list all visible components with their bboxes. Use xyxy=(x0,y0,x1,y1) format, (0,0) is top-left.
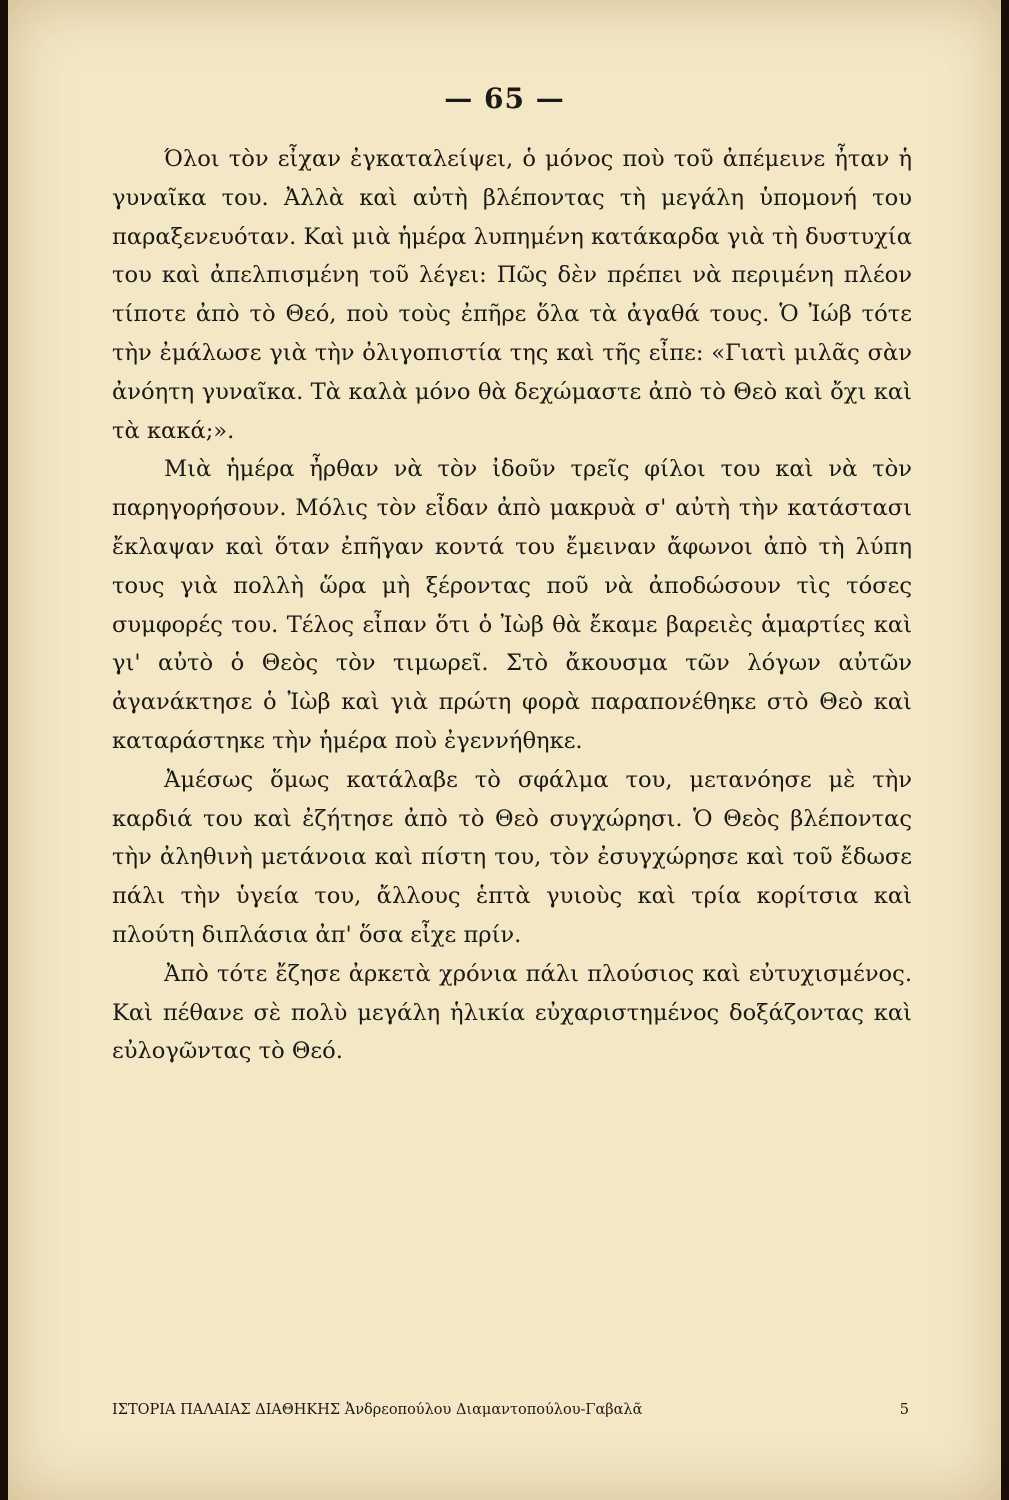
paragraph: Μιὰ ἡμέρα ἦρθαν νὰ τὸν ἰδοῦν τρεῖς φίλοι του καὶ νὰ τὸν παρηγορήσουν. Μόλις τὸν εἶδαν ἀπὸ μακρυὰ σ' αὐτὴ τὴν κατάστασι ἔκλαψαν καὶ ὅταν ἐπῆγαν κοντά του ἔμειναν ἄφωνοι ἀπὸ τὴ λύπη τους γιὰ πολλὴ ὥρα μὴ ξέροντας ποῦ νὰ ἀποδώσουν τὶς τόσες συμφορές του. Τέλος εἶπαν ὅτι ὁ Ἰὼβ θὰ ἔκαμε βαρειὲς ἁμαρτίες καὶ γι' αὐτὸ ὁ Θεὸς τὸν τιμωρεῖ. Στὸ ἄκουσμα τῶν λόγων αὐτῶν ἀγανάκτησε ὁ Ἰὼβ καὶ γιὰ πρώτη φορὰ παραπονέθηκε στὸ Θεὸ καὶ καταράστηκε τὴν ἡμέρα ποὺ ἐγεννήθηκε. xyxy=(112,456,912,754)
book-page xyxy=(8,0,1001,1500)
page-number: — 65 — xyxy=(444,82,565,115)
paragraph: Ἀπὸ τότε ἔζησε ἀρκετὰ χρόνια πάλι πλούσιος καὶ εὐτυχισμένος. Καὶ πέθανε σὲ πολὺ μεγάλη ἡλικία εὐχαριστημένος δοξάζοντας καὶ εὐλογῶντας τὸ Θεό. xyxy=(112,960,912,1065)
footer-signature-number: 5 xyxy=(899,1402,909,1418)
footer-book-title: ΙΣΤΟΡΙΑ ΠΑΛΑΙΑΣ ΔΙΑΘΗΚΗΣ Ἀνδρεοπούλου Διαμαντοπούλου-Γαβαλᾶ xyxy=(112,1402,643,1418)
paragraph: Ἀμέσως ὅμως κατάλαβε τὸ σφάλμα του, μετανόησε μὲ τὴν καρδιά του καὶ ἐζήτησε ἀπὸ τὸ Θεὸ συγχώρησι. Ὁ Θεὸς βλέποντας τὴν ἀληθινὴ μετάνοια καὶ πίστη του, τὸν ἐσυγχώρησε καὶ τοῦ ἔδωσε πάλι τὴν ὑγεία του, ἄλλους ἑπτὰ γυιοὺς καὶ τρία κορίτσια καὶ πλούτη διπλάσια ἀπ' ὅσα εἶχε πρίν. xyxy=(112,766,912,948)
page-body xyxy=(112,140,912,1071)
paragraph: Όλοι τὸν εἶχαν ἐγκαταλείψει, ὁ μόνος ποὺ τοῦ ἀπέμεινε ἦταν ἡ γυναῖκα του. Ἀλλὰ καὶ αὐτὴ βλέποντας τὴ μεγάλη ὑπομονή του παραξενευόταν. Καὶ μιὰ ἡμέρα λυπημένη κατάκαρδα γιὰ τὴ δυστυχία του καὶ ἀπελπισμένη τοῦ λέγει: Πῶς δὲν πρέπει νὰ περιμένη πλέον τίποτε ἀπὸ τὸ Θεό, ποὺ τοὺς ἐπῆρε ὅλα τὰ ἀγαθά τους. Ὁ Ἰώβ τότε τὴν ἐμάλωσε γιὰ τὴν ὀλιγοπιστία της καὶ τῆς εἶπε: «Γιατὶ μιλᾶς σὰν ἀνόητη γυναῖκα. Τὰ καλὰ μόνο θὰ δεχώμαστε ἀπὸ τὸ Θεὸ καὶ ὄχι καὶ τὰ κακά;». xyxy=(112,146,912,444)
